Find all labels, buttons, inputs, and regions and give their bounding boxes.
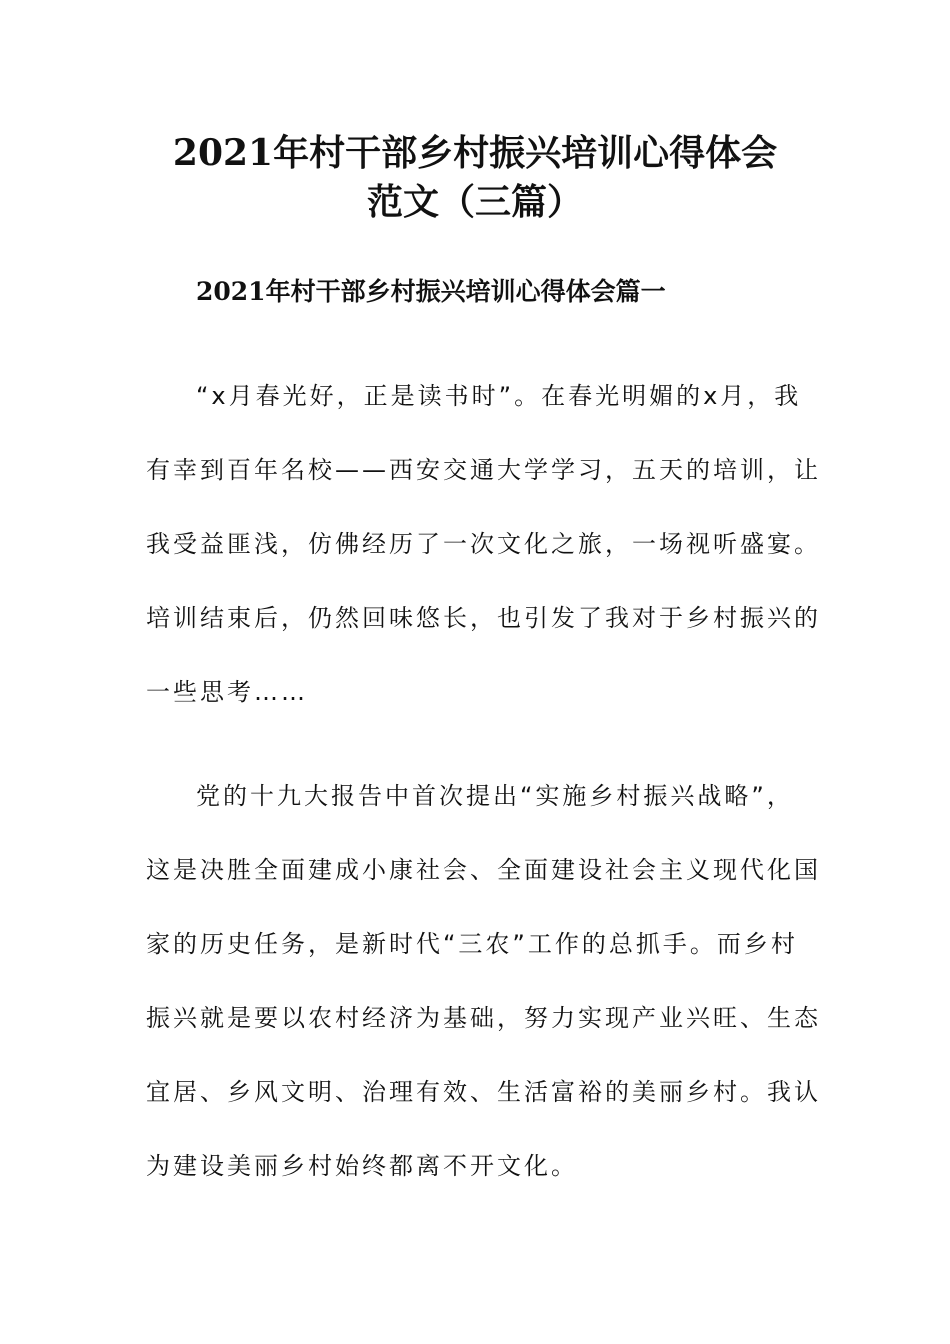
paragraph-2-line: 这是决胜全面建成小康社会、全面建设社会主义现代化国 bbox=[146, 856, 821, 884]
section-heading: 2021年村干部乡村振兴培训心得体会篇一 bbox=[196, 277, 666, 306]
paragraph-1-line: 一些思考…… bbox=[146, 678, 308, 706]
document-title-line2: 范文（三篇） bbox=[366, 181, 583, 223]
paragraph-1-line: 有幸到百年名校——西安交通大学学习，五天的培训，让 bbox=[146, 456, 821, 484]
paragraph-2-line: 家的历史任务，是新时代“三农”工作的总抓手。而乡村 bbox=[146, 930, 798, 958]
paragraph-1-line: “x月春光好，正是读书时”。在春光明媚的x月，我 bbox=[196, 382, 802, 410]
paragraph-2-line: 党的十九大报告中首次提出“实施乡村振兴战略”， bbox=[196, 782, 794, 810]
paragraph-1-line: 培训结束后，仍然回味悠长，也引发了我对于乡村振兴的 bbox=[146, 604, 821, 632]
paragraph-2-line: 为建设美丽乡村始终都离不开文化。 bbox=[146, 1152, 578, 1180]
paragraph-2-line: 宜居、乡风文明、治理有效、生活富裕的美丽乡村。我认 bbox=[146, 1078, 821, 1106]
paragraph-2-line: 振兴就是要以农村经济为基础，努力实现产业兴旺、生态 bbox=[146, 1004, 821, 1032]
paragraph-1-line: 我受益匪浅，仿佛经历了一次文化之旅，一场视听盛宴。 bbox=[146, 530, 821, 558]
document-title-line1: 2021年村干部乡村振兴培训心得体会 bbox=[172, 132, 778, 174]
